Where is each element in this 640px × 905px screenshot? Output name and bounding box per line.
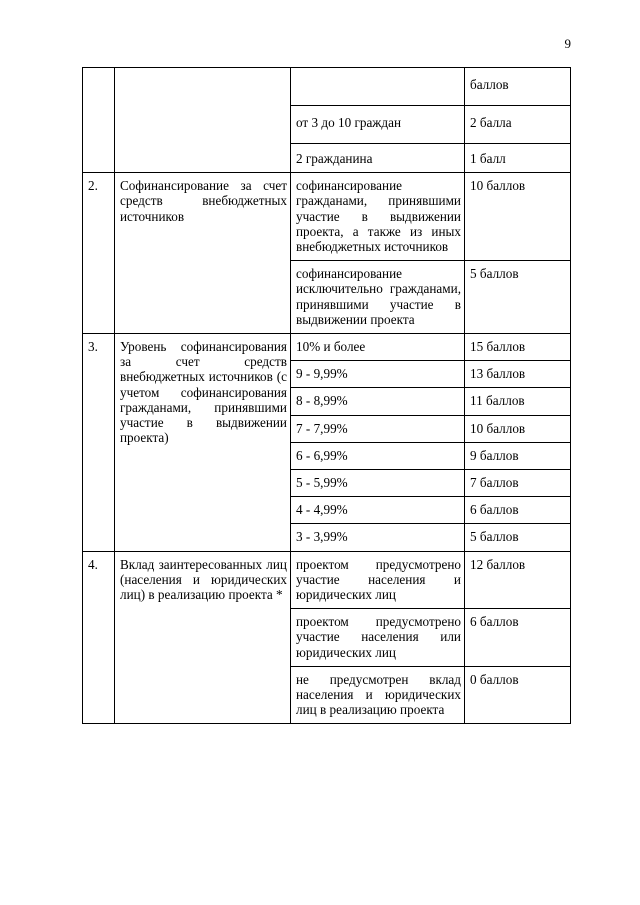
points-cell: 15 баллов [465, 334, 571, 361]
condition-cell: 8 - 8,99% [291, 388, 465, 415]
points-cell: 6 баллов [465, 609, 571, 667]
condition-cell: софинансирование гражданами, принявшими участие в выдвижении проекта, а также из иных внебюджетных источников [291, 173, 465, 261]
condition-cell: проектом предусмотрено участие населения или юридических лиц [291, 609, 465, 667]
points-cell: 9 баллов [465, 442, 571, 469]
condition-cell [291, 68, 465, 106]
table-row [83, 334, 571, 361]
condition-cell: 10% и более [291, 334, 465, 361]
points-cell: 5 баллов [465, 261, 571, 334]
condition-cell: 6 - 6,99% [291, 442, 465, 469]
points-cell: 1 балл [465, 144, 571, 173]
scoring-table [82, 67, 571, 724]
table-row [83, 551, 571, 609]
row-number-cell [83, 68, 115, 173]
points-cell: 10 баллов [465, 415, 571, 442]
points-cell: 0 баллов [465, 666, 571, 724]
table-row [83, 68, 571, 106]
condition-cell: 2 гражданина [291, 144, 465, 173]
condition-cell: софинансирование исключительно гражданами, принявшими участие в выдвижении проекта [291, 261, 465, 334]
condition-cell: проектом предусмотрено участие населения и юридических лиц [291, 551, 465, 609]
criterion-cell: Вклад заинтересованных лиц (населения и юридических лиц) в реализацию проекта * [115, 551, 291, 724]
points-cell: 6 баллов [465, 497, 571, 524]
points-cell: 7 баллов [465, 470, 571, 497]
criterion-cell [115, 68, 291, 173]
row-number-cell: 4. [83, 551, 115, 724]
table-row [83, 173, 571, 261]
points-cell: 5 баллов [465, 524, 571, 551]
condition-cell: 9 - 9,99% [291, 361, 465, 388]
page-number: 9 [564, 36, 571, 51]
points-cell: баллов [465, 68, 571, 106]
points-cell: 10 баллов [465, 173, 571, 261]
condition-cell: 3 - 3,99% [291, 524, 465, 551]
criterion-cell: Уровень софинансирования за счет средств внебюджетных источников (с учетом софинансирования гражданами, принявшими участие в выдвижении проекта) [115, 334, 291, 552]
condition-cell: 5 - 5,99% [291, 470, 465, 497]
points-cell: 13 баллов [465, 361, 571, 388]
row-number-cell: 2. [83, 173, 115, 334]
condition-cell: 4 - 4,99% [291, 497, 465, 524]
condition-cell: от 3 до 10 граждан [291, 106, 465, 144]
points-cell: 11 баллов [465, 388, 571, 415]
condition-cell: 7 - 7,99% [291, 415, 465, 442]
condition-cell: не предусмотрен вклад населения и юридических лиц в реализацию проекта [291, 666, 465, 724]
row-number-cell: 3. [83, 334, 115, 552]
points-cell: 12 баллов [465, 551, 571, 609]
criterion-cell: Софинансирование за счет средств внебюджетных источников [115, 173, 291, 334]
points-cell: 2 балла [465, 106, 571, 144]
